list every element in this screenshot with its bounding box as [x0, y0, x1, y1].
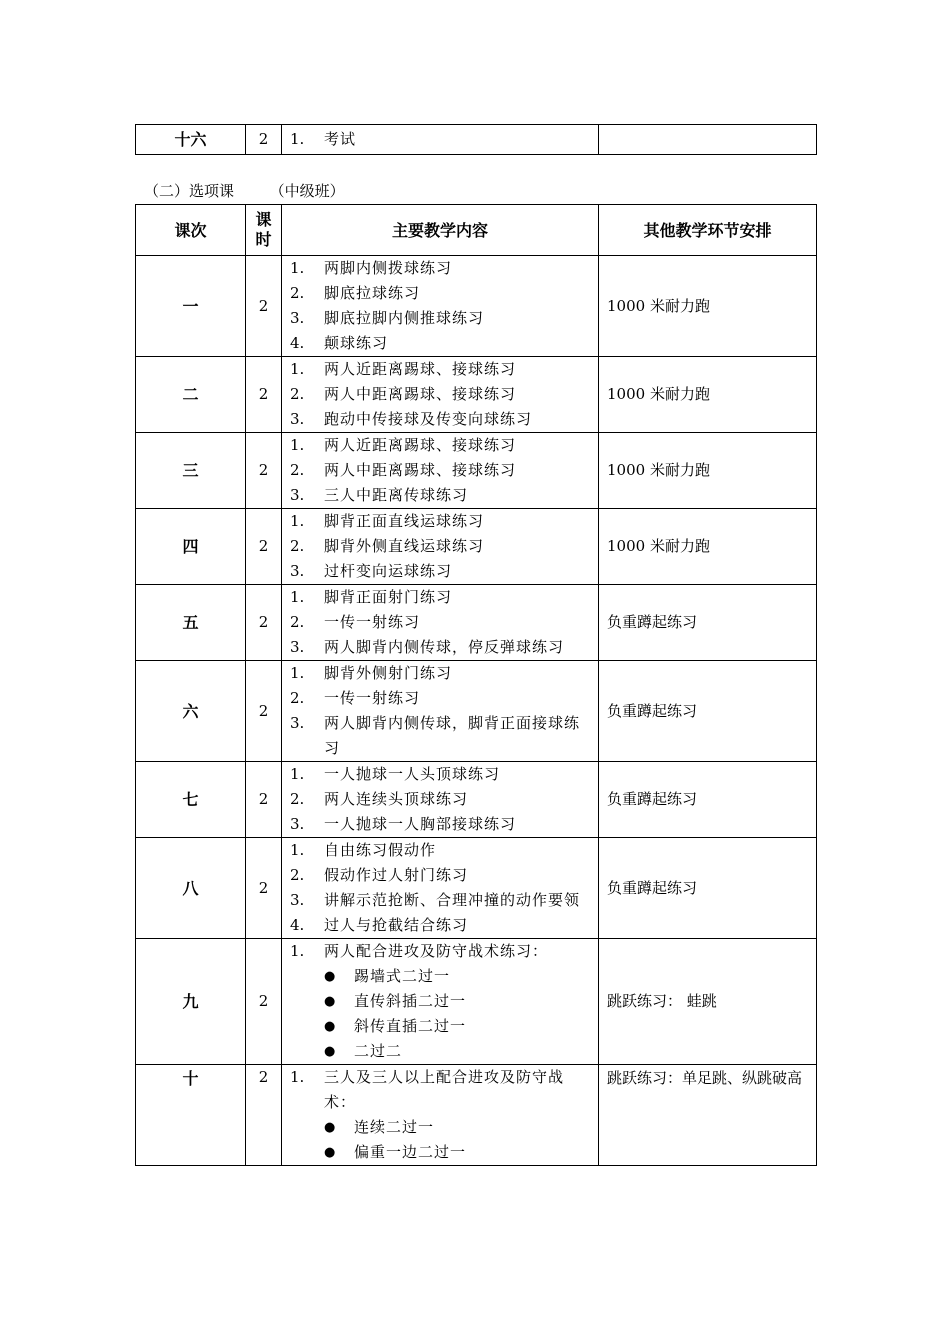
- line-index: 1.: [290, 765, 305, 783]
- content-line: [290, 357, 592, 382]
- bullet-item: [290, 1039, 592, 1064]
- lesson-content: [282, 585, 599, 661]
- lesson-hours: 2: [246, 661, 282, 762]
- line-text: 两人连续头顶球练习: [324, 790, 469, 808]
- line-text: 讲解示范抢断、合理冲撞的动作要领: [324, 891, 581, 909]
- table-row: [136, 509, 817, 585]
- bullet-item: [290, 964, 592, 989]
- line-index: 1.: [290, 942, 305, 960]
- header-hours: [246, 205, 282, 256]
- content-line: [290, 483, 592, 508]
- lesson-other: 1000 米耐力跑: [599, 256, 817, 357]
- table-row: [136, 125, 817, 155]
- lesson-hours: 2: [246, 762, 282, 838]
- content-line: [290, 913, 592, 938]
- bullet-text: 连续二过一: [354, 1118, 435, 1136]
- lesson-content: [282, 256, 599, 357]
- line-index: 1.: [290, 130, 305, 148]
- line-index: 1.: [290, 664, 305, 682]
- lesson-content: [282, 125, 599, 155]
- lesson-number: 二: [136, 357, 246, 433]
- line-text: 假动作过人射门练习: [324, 866, 469, 884]
- line-text: 过人与抢截结合练习: [324, 916, 469, 934]
- lesson-number: 三: [136, 433, 246, 509]
- lesson-other: [599, 125, 817, 155]
- table-row: [136, 939, 817, 1065]
- lesson-other: 1000 米耐力跑: [599, 433, 817, 509]
- content-line: [290, 838, 592, 863]
- bullet-dot-icon: ●: [324, 969, 336, 984]
- line-text: 两人脚背内侧传球，停反弹球练习: [324, 638, 565, 656]
- lesson-content: [282, 433, 599, 509]
- line-text: 脚背外侧射门练习: [324, 664, 453, 682]
- lesson-number: 五: [136, 585, 246, 661]
- lesson-other: 跳跃练习：单足跳、纵跳破高: [599, 1065, 817, 1166]
- lesson-other: 负重蹲起练习: [599, 585, 817, 661]
- section-caption: [144, 180, 345, 201]
- line-text: 脚底拉球练习: [324, 284, 421, 302]
- line-text: 脚背正面射门练习: [324, 588, 453, 606]
- line-index: 1.: [290, 360, 305, 378]
- content-line: [290, 1065, 592, 1115]
- content-line: [290, 559, 592, 584]
- lesson-other: 负重蹲起练习: [599, 661, 817, 762]
- line-index: 4.: [290, 916, 305, 934]
- lesson-hours: 2: [246, 125, 282, 155]
- line-index: 3.: [290, 638, 305, 656]
- line-text: 颠球练习: [324, 334, 389, 352]
- lesson-number: 十六: [136, 125, 246, 155]
- lesson-other: 1000 米耐力跑: [599, 509, 817, 585]
- content-line: [290, 281, 592, 306]
- line-text: 一传一射练习: [324, 689, 421, 707]
- content-line: [290, 458, 592, 483]
- bullet-item: [290, 1115, 592, 1140]
- line-text: 过杆变向运球练习: [324, 562, 453, 580]
- top-table: [135, 124, 817, 155]
- caption-part2: （中级班）: [269, 182, 345, 200]
- lesson-hours: 2: [246, 585, 282, 661]
- content-line: [290, 127, 592, 152]
- line-text: 脚背正面直线运球练习: [324, 512, 485, 530]
- line-text: 考试: [324, 130, 357, 148]
- header-lesson-number: 课次: [136, 205, 246, 256]
- schedule-table: [135, 204, 817, 1166]
- bullet-dot-icon: ●: [324, 1019, 336, 1034]
- table-row: [136, 585, 817, 661]
- line-index: 1.: [290, 259, 305, 277]
- lesson-number: 九: [136, 939, 246, 1065]
- line-index: 3.: [290, 714, 305, 732]
- content-line: [290, 407, 592, 432]
- table-header-row: [136, 205, 817, 256]
- table-row: [136, 762, 817, 838]
- content-line: [290, 306, 592, 331]
- lesson-content: [282, 509, 599, 585]
- lesson-content: [282, 1065, 599, 1166]
- line-text: 自由练习假动作: [324, 841, 437, 859]
- content-line: [290, 256, 592, 281]
- line-text: 两人中距离踢球、接球练习: [324, 385, 517, 403]
- line-index: 2.: [290, 689, 305, 707]
- content-line: [290, 509, 592, 534]
- lesson-content: [282, 661, 599, 762]
- table-row: [136, 1065, 817, 1166]
- line-text: 三人中距离传球练习: [324, 486, 469, 504]
- lesson-other: 1000 米耐力跑: [599, 357, 817, 433]
- table-body: [136, 256, 817, 1166]
- line-text: 两人中距离踢球、接球练习: [324, 461, 517, 479]
- content-line: [290, 433, 592, 458]
- line-text: 脚底拉脚内侧推球练习: [324, 309, 485, 327]
- header-hours-line2: 时: [255, 230, 272, 249]
- lesson-number: 十: [136, 1065, 246, 1166]
- lesson-number: 七: [136, 762, 246, 838]
- line-index: 1.: [290, 512, 305, 530]
- line-index: 1.: [290, 588, 305, 606]
- content-line: [290, 939, 592, 964]
- table-row: [136, 838, 817, 939]
- content-line: [290, 534, 592, 559]
- line-index: 2.: [290, 385, 305, 403]
- bullet-text: 二过二: [354, 1042, 403, 1060]
- line-text: 两人近距离踢球、接球练习: [324, 360, 517, 378]
- lesson-other: 负重蹲起练习: [599, 838, 817, 939]
- line-index: 3.: [290, 891, 305, 909]
- line-index: 4.: [290, 334, 305, 352]
- lesson-other: 负重蹲起练习: [599, 762, 817, 838]
- line-index: 3.: [290, 562, 305, 580]
- line-text: 三人及三人以上配合进攻及防守战术：: [324, 1068, 565, 1111]
- bullet-text: 斜传直插二过一: [354, 1017, 467, 1035]
- header-hours-line1: 课: [255, 210, 272, 229]
- table-row: [136, 256, 817, 357]
- line-text: 两人近距离踢球、接球练习: [324, 436, 517, 454]
- bullet-item: [290, 1014, 592, 1039]
- bullet-text: 踢墙式二过一: [354, 967, 451, 985]
- content-line: [290, 585, 592, 610]
- line-index: 1.: [290, 1068, 305, 1086]
- bullet-item: [290, 1140, 592, 1165]
- line-index: 2.: [290, 866, 305, 884]
- line-text: 两人脚背内侧传球，脚背正面接球练习: [324, 714, 581, 757]
- table-row: [136, 357, 817, 433]
- bullet-text: 直传斜插二过一: [354, 992, 467, 1010]
- line-text: 跑动中传接球及传变向球练习: [324, 410, 533, 428]
- line-text: 一人抛球一人胸部接球练习: [324, 815, 517, 833]
- lesson-number: 一: [136, 256, 246, 357]
- line-index: 3.: [290, 410, 305, 428]
- content-line: [290, 635, 592, 660]
- header-content: 主要教学内容: [282, 205, 599, 256]
- content-line: [290, 863, 592, 888]
- lesson-number: 四: [136, 509, 246, 585]
- lesson-content: [282, 357, 599, 433]
- line-index: 2.: [290, 613, 305, 631]
- lesson-hours: 2: [246, 256, 282, 357]
- content-line: [290, 762, 592, 787]
- lesson-other: 跳跃练习： 蛙跳: [599, 939, 817, 1065]
- lesson-hours: 2: [246, 509, 282, 585]
- line-index: 2.: [290, 537, 305, 555]
- content-line: [290, 382, 592, 407]
- content-line: [290, 787, 592, 812]
- line-text: 两人配合进攻及防守战术练习：: [324, 942, 549, 960]
- line-text: 两脚内侧拨球练习: [324, 259, 453, 277]
- lesson-hours: 2: [246, 357, 282, 433]
- line-text: 脚背外侧直线运球练习: [324, 537, 485, 555]
- line-text: 一人抛球一人头顶球练习: [324, 765, 501, 783]
- content-line: [290, 661, 592, 686]
- line-index: 2.: [290, 790, 305, 808]
- lesson-hours: 2: [246, 1065, 282, 1166]
- line-index: 1.: [290, 436, 305, 454]
- content-line: [290, 610, 592, 635]
- line-index: 3.: [290, 309, 305, 327]
- bullet-item: [290, 989, 592, 1014]
- lesson-number: 六: [136, 661, 246, 762]
- table-row: [136, 661, 817, 762]
- caption-part1: （二）选项课: [144, 182, 235, 200]
- line-index: 1.: [290, 841, 305, 859]
- lesson-number: 八: [136, 838, 246, 939]
- lesson-hours: 2: [246, 838, 282, 939]
- bullet-dot-icon: ●: [324, 994, 336, 1009]
- line-index: 3.: [290, 486, 305, 504]
- content-line: [290, 711, 592, 761]
- bullet-dot-icon: ●: [324, 1120, 336, 1135]
- lesson-hours: 2: [246, 433, 282, 509]
- lesson-content: [282, 762, 599, 838]
- bullet-text: 偏重一边二过一: [354, 1143, 467, 1161]
- content-line: [290, 686, 592, 711]
- line-index: 2.: [290, 284, 305, 302]
- bullet-dot-icon: ●: [324, 1044, 336, 1059]
- line-text: 一传一射练习: [324, 613, 421, 631]
- line-index: 3.: [290, 815, 305, 833]
- lesson-content: [282, 939, 599, 1065]
- content-line: [290, 812, 592, 837]
- content-line: [290, 888, 592, 913]
- bullet-dot-icon: ●: [324, 1145, 336, 1160]
- line-index: 2.: [290, 461, 305, 479]
- table-row: [136, 433, 817, 509]
- content-line: [290, 331, 592, 356]
- lesson-content: [282, 838, 599, 939]
- lesson-hours: 2: [246, 939, 282, 1065]
- header-other: 其他教学环节安排: [599, 205, 817, 256]
